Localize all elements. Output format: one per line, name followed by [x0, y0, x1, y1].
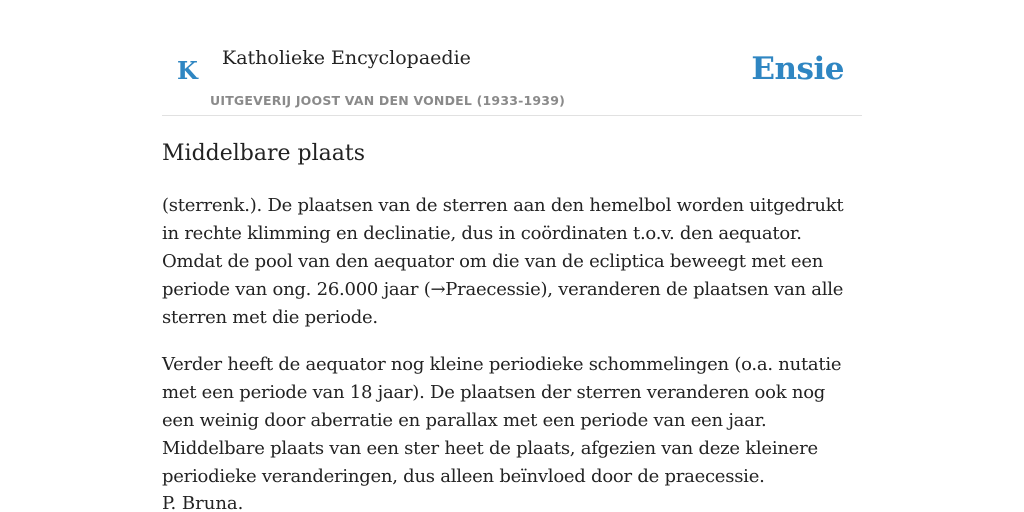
publication-logo[interactable]: K — [177, 56, 198, 85]
article-body — [162, 192, 862, 510]
article-author: P. Bruna. — [162, 493, 244, 512]
publication-subtitle: UITGEVERIJ JOOST VAN DEN VONDEL (1933-1939) — [210, 93, 566, 108]
article-title: Middelbare plaats — [162, 141, 365, 166]
site-header — [162, 40, 862, 116]
article-paragraph: Verder heeft de aequator nog kleine periodieke schommelingen (o.a. nutatie met een periode van 18 jaar). De plaatsen der sterren veranderen ook nog een weinig door aberratie en parallax met een periode van een jaar. Middelbare plaats van een ster heet de plaats, afgezien van deze kleinere periodieke veranderingen, dus alleen beïnvloed door de praecessie. — [162, 354, 842, 487]
brand-logo[interactable]: Ensie — [751, 51, 844, 87]
article-paragraph: (sterrenk.). De plaatsen van de sterren aan den hemelbol worden uitgedrukt in rechte klimming en declinatie, dus in coördinaten t.o.v. den aequator. Omdat de pool van den aequator om die van de ecliptica beweegt met een periode van ong. 26.000 jaar (→Praecessie), veranderen de plaatsen van alle sterren met die periode. — [162, 195, 844, 328]
publication-title[interactable]: Katholieke Encyclopaedie — [222, 47, 471, 69]
